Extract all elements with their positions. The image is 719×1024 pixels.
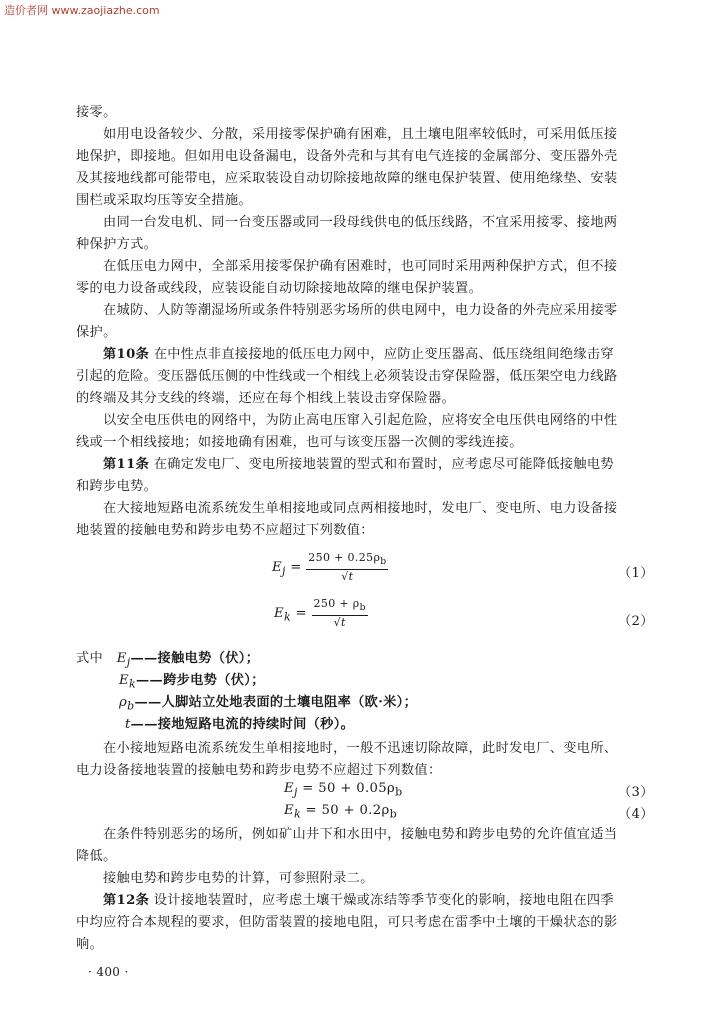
eq-lhs: E	[274, 606, 284, 622]
equation-4-tag: （4）	[618, 807, 654, 822]
eq-lhs-sub: k	[283, 610, 291, 624]
article-10-line	[103, 346, 614, 364]
eq-denominator: t	[340, 616, 346, 630]
eq-num-sub: b	[359, 602, 366, 614]
equation-4	[284, 803, 397, 821]
paragraph-line: 降低。	[76, 849, 117, 864]
symbol: ρ	[119, 695, 128, 710]
article-10-line: 线或一个相线接地；如接地确有困难，也可与该变压器一次侧的零线连接。	[76, 435, 523, 450]
eq-num-sub: b	[380, 556, 387, 568]
eq-fraction: $\frac{250 + 0.25\rho_b}{√t}$	[308, 551, 387, 584]
paragraph-line: 在城防、人防等潮湿场所或条件特别恶劣场所的供电网中，电力设备的外壳应采用接零	[103, 303, 618, 318]
article-11-label: 第11条	[103, 457, 150, 472]
eq-rhs: = 50 + 0.2ρ	[301, 803, 390, 818]
equation-3	[284, 781, 402, 799]
eq-rhs: = 50 + 0.05ρ	[297, 781, 396, 796]
where-row-ej	[76, 650, 259, 672]
article-11-line: 在大接地短路电流系统发生单相接地或同点两相接地时，发电厂、变电所、电力设备接	[103, 501, 618, 516]
article-10-line: 的终端及其分支线的终端，还应在每个相线上装设击穿保险器。	[76, 391, 456, 406]
eq-lhs-sub: j	[293, 785, 298, 799]
paragraph-line: 围栏或采取均压等安全措施。	[76, 193, 252, 208]
paragraph-line: 及其接地线都可能带电，应采取装设自动切除接地故障的继电保护装置、使用绝缘垫、安装	[76, 171, 618, 186]
eq-fraction: $\frac{250 + \rho_b}{√t}$	[313, 597, 366, 630]
eq-numerator: 250 + 0.25ρ	[308, 551, 381, 564]
symbol-desc: ——人脚站立处地表面的土壤电阻率（欧·米）；	[134, 695, 418, 710]
eq-denominator: t	[348, 570, 354, 584]
paragraph-line: 种保护方式。	[76, 237, 158, 252]
article-12-line	[103, 892, 614, 910]
paragraph-line: 在低压电力网中，全部采用接零保护确有困难时，也可同时采用两种保护方式，但不接	[103, 259, 618, 274]
paragraph-line: 在条件特别恶劣的场所，例如矿山井下和水田中，接触电势和跨步电势的允许值宜适当	[103, 827, 618, 842]
article-11-line: 地装置的接触电势和跨步电势不应超过下列数值：	[76, 523, 374, 538]
symbol-sub: k	[128, 677, 136, 691]
paragraph-line: 如用电设备较少、分散，采用接零保护确有困难，且土壤电阻率较低时，可采用低压接	[103, 127, 618, 142]
paragraph-line: 保护。	[76, 325, 117, 340]
where-intro: 式中	[76, 651, 104, 666]
paragraph-line: 零的电力设备或线段，应装设能自动切除接地故障的继电保护装置。	[76, 281, 483, 296]
equation-3-tag: （3）	[618, 785, 654, 800]
symbol-desc: ——接地短路电流的持续时间（秒）。	[130, 717, 355, 732]
paragraph-line: 由同一台发电机、同一台变压器或同一段母线供电的低压线路，不宜采用接零、接地两	[103, 215, 618, 230]
equation-1: $E_j$ = $\frac{250 + 0.25\rho_b}{√t}$	[272, 551, 387, 584]
eq-rhs-sub: b	[395, 785, 403, 799]
eq-lhs-sub: k	[293, 807, 301, 821]
equation-2-tag: （2）	[618, 614, 654, 629]
paragraph-line: 接触电势和跨步电势的计算，可参照附录二。	[103, 871, 374, 886]
article-10-line: 以安全电压供电的网络中，为防止高电压窜入引起危险，应将安全电压供电网络的中性	[103, 413, 618, 428]
paragraph-line: 在小接地短路电流系统发生单相接地时，一般不迅速切除故障，此时发电厂、变电所、	[103, 741, 618, 756]
paragraph-line: 地保护，即接地。但如用电设备漏电，设备外壳和与其有电气连接的金属部分、变压器外壳	[76, 149, 618, 164]
article-text: 在确定发电厂、变电所接地装置的型式和布置时，应考虑尽可能降低接触电势	[153, 457, 614, 472]
symbol: E	[116, 651, 127, 666]
where-row-ek	[119, 672, 265, 694]
site-watermark: 造价者网 www.zaojiazhe.com	[4, 4, 160, 17]
symbol: t	[125, 717, 131, 732]
eq-numerator: 250 + ρ	[313, 597, 360, 610]
article-12-line: 响。	[76, 937, 104, 952]
article-text: 在中性点非直接接地的低压电力网中，应防止变压器高、低压绕组间绝缘击穿	[153, 347, 614, 362]
symbol-sub: j	[126, 655, 131, 669]
symbol-sub: b	[127, 699, 135, 713]
symbol: E	[119, 673, 129, 688]
eq-lhs: E	[272, 560, 282, 576]
article-12-line: 中均应符合本规程的要求，但防雷装置的接地电阻，可只考虑在雷季中土壤的干燥状态的影	[76, 915, 618, 930]
paragraph-line: 接零。	[76, 105, 117, 120]
where-row-pb	[119, 694, 417, 716]
eq-lhs: E	[284, 781, 294, 796]
article-11-line	[103, 456, 614, 474]
article-11-line: 和跨步电势。	[76, 479, 158, 494]
equation-1-tag: （1）	[618, 566, 654, 581]
article-text: 设计接地装置时，应考虑土壤干燥或冻结等季节变化的影响，接地电阻在四季	[153, 893, 614, 908]
article-10-label: 第10条	[103, 347, 150, 362]
eq-lhs: E	[284, 803, 294, 818]
article-10-line: 引起的危险。变压器低压侧的中性线或一个相线上必须装设击穿保险器，低压架空电力线路	[76, 369, 618, 384]
symbol-desc: ——接触电势（伏）；	[130, 651, 260, 666]
article-12-label: 第12条	[103, 893, 150, 908]
equation-2: $E_k$ = $\frac{250 + \rho_b}{√t}$	[274, 597, 366, 630]
eq-rhs-sub: b	[389, 807, 397, 821]
symbol-desc: ——跨步电势（伏）；	[136, 673, 265, 688]
eq-lhs-sub: j	[281, 564, 286, 578]
where-row-t	[125, 716, 354, 734]
page-number: · 400 ·	[88, 965, 129, 979]
paragraph-line: 电力设备接地装置的接触电势和跨步电势不应超过下列数值：	[76, 763, 442, 778]
